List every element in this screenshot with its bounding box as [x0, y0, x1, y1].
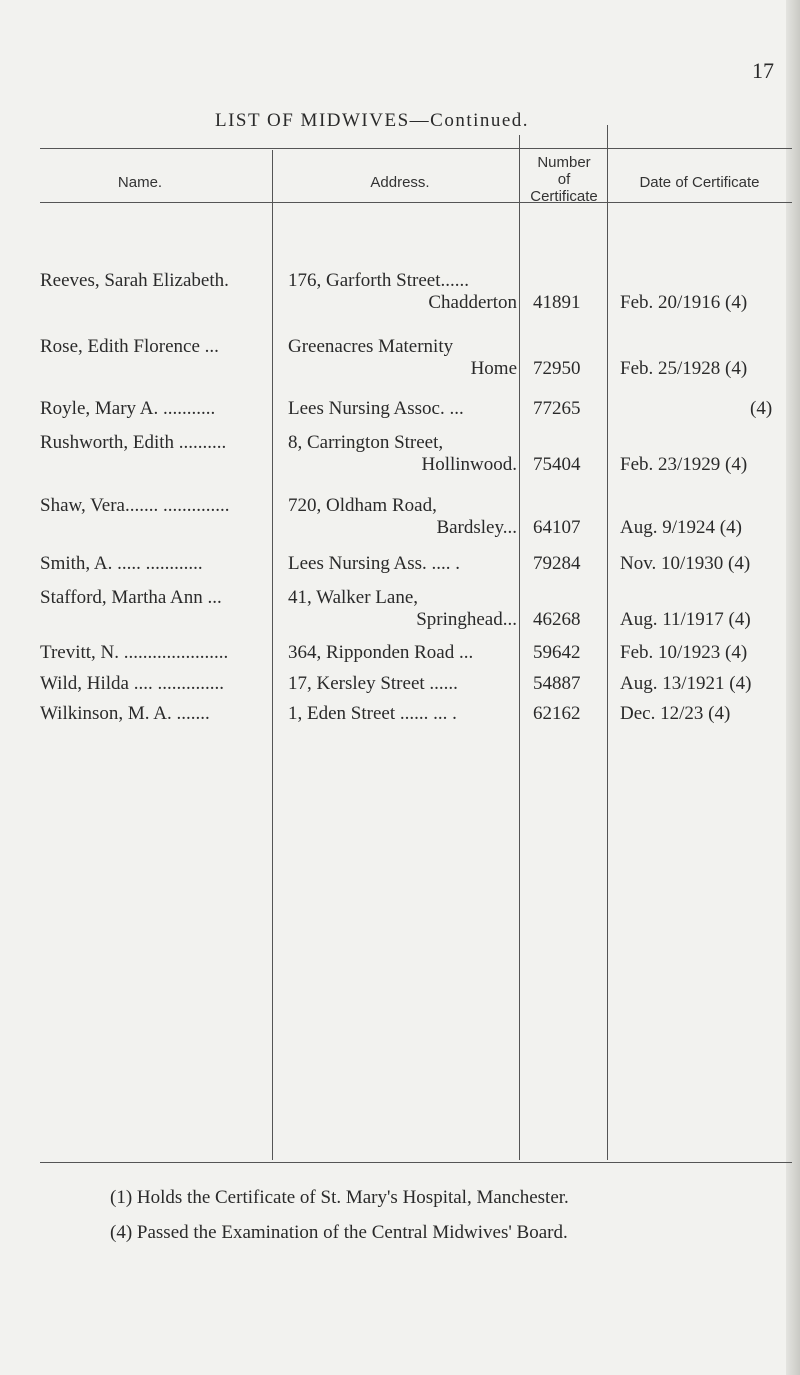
row-address-line1: 8, Carrington Street,: [288, 432, 444, 453]
row-certificate-date: (4): [750, 398, 773, 419]
row-certificate-date: Feb. 25/1928 (4): [620, 358, 748, 379]
footnote-1: (1) Holds the Certificate of St. Mary's Hospital, Manchester.: [110, 1187, 569, 1208]
table-row: [0, 336, 800, 379]
row-certificate-number: 41891: [533, 292, 581, 313]
row-certificate-number: 59642: [533, 642, 581, 663]
row-certificate-number: 54887: [533, 673, 581, 694]
page-title: LIST OF MIDWIVES—Continued.: [215, 110, 530, 131]
table-row: [0, 703, 800, 733]
row-name: Trevitt, N. ......................: [40, 642, 229, 663]
table-row: [0, 553, 800, 583]
table-bottom-rule: [40, 1162, 792, 1163]
column-header-address: Address.: [370, 174, 430, 191]
row-address-line1: Greenacres Maternity: [288, 336, 454, 357]
row-name: Smith, A. ..... ............: [40, 553, 203, 574]
row-name: Rushworth, Edith ..........: [40, 432, 227, 453]
row-address-line1: 364, Ripponden Road ...: [288, 642, 474, 663]
page-number: 17: [752, 58, 774, 83]
table-row: [0, 495, 800, 538]
column-header-date: Date of Certificate: [639, 174, 760, 191]
row-certificate-number: 75404: [533, 454, 581, 475]
row-address-line2: Chadderton: [428, 292, 517, 313]
row-certificate-date: Feb. 20/1916 (4): [620, 292, 748, 313]
footnote-4: (4) Passed the Examination of the Central Midwives' Board.: [110, 1222, 568, 1243]
row-address-line1: 1, Eden Street ...... ... .: [288, 703, 457, 724]
row-name: Wild, Hilda .... ..............: [40, 673, 224, 694]
row-certificate-number: 77265: [533, 398, 581, 419]
row-address-line2: Home: [470, 358, 517, 379]
row-certificate-date: Aug. 9/1924 (4): [620, 517, 742, 538]
row-certificate-number: 62162: [533, 703, 581, 724]
row-certificate-number: 72950: [533, 358, 581, 379]
number-header-line1: Number: [537, 154, 591, 171]
table-row: [0, 642, 800, 672]
row-address-line2: Springhead...: [416, 609, 517, 630]
row-certificate-date: Aug. 11/1917 (4): [620, 609, 751, 630]
table-top-rule: [40, 148, 792, 149]
row-certificate-number: 64107: [533, 517, 581, 538]
row-name: Royle, Mary A. ...........: [40, 398, 216, 419]
number-header-line2: of: [557, 171, 571, 188]
row-certificate-date: Feb. 10/1923 (4): [620, 642, 748, 663]
row-address-line1: Lees Nursing Ass. .... .: [288, 553, 461, 574]
number-header-line3: Certificate: [530, 188, 598, 205]
column-header-name: Name.: [117, 174, 163, 191]
row-address-line2: Hollinwood.: [421, 454, 517, 475]
row-name: Stafford, Martha Ann ...: [40, 587, 222, 608]
row-certificate-date: Nov. 10/1930 (4): [620, 553, 751, 574]
column-header-number-of-certificate: [522, 154, 606, 205]
row-name: Wilkinson, M. A. .......: [40, 703, 210, 724]
table-row: [0, 432, 800, 475]
row-name: Rose, Edith Florence ...: [40, 336, 219, 357]
row-name: Shaw, Vera....... ..............: [40, 495, 230, 516]
row-certificate-date: Feb. 23/1929 (4): [620, 454, 748, 475]
row-certificate-number: 46268: [533, 609, 581, 630]
row-certificate-date: Aug. 13/1921 (4): [620, 673, 752, 694]
row-address-line1: 41, Walker Lane,: [288, 587, 419, 608]
row-name: Reeves, Sarah Elizabeth.: [40, 270, 229, 291]
table-row: [0, 587, 800, 630]
row-address-line1: 176, Garforth Street......: [288, 270, 469, 291]
table-row: [0, 673, 800, 703]
row-certificate-number: 79284: [533, 553, 581, 574]
row-certificate-date: Dec. 12/23 (4): [620, 703, 731, 724]
row-address-line1: 17, Kersley Street ......: [288, 673, 458, 694]
row-address-line2: Bardsley...: [436, 517, 517, 538]
table-row: [0, 270, 800, 313]
row-address-line1: 720, Oldham Road,: [288, 495, 437, 516]
row-address-line1: Lees Nursing Assoc. ...: [288, 398, 464, 419]
table-row: [0, 398, 800, 428]
header-bottom-rule: [40, 202, 792, 203]
